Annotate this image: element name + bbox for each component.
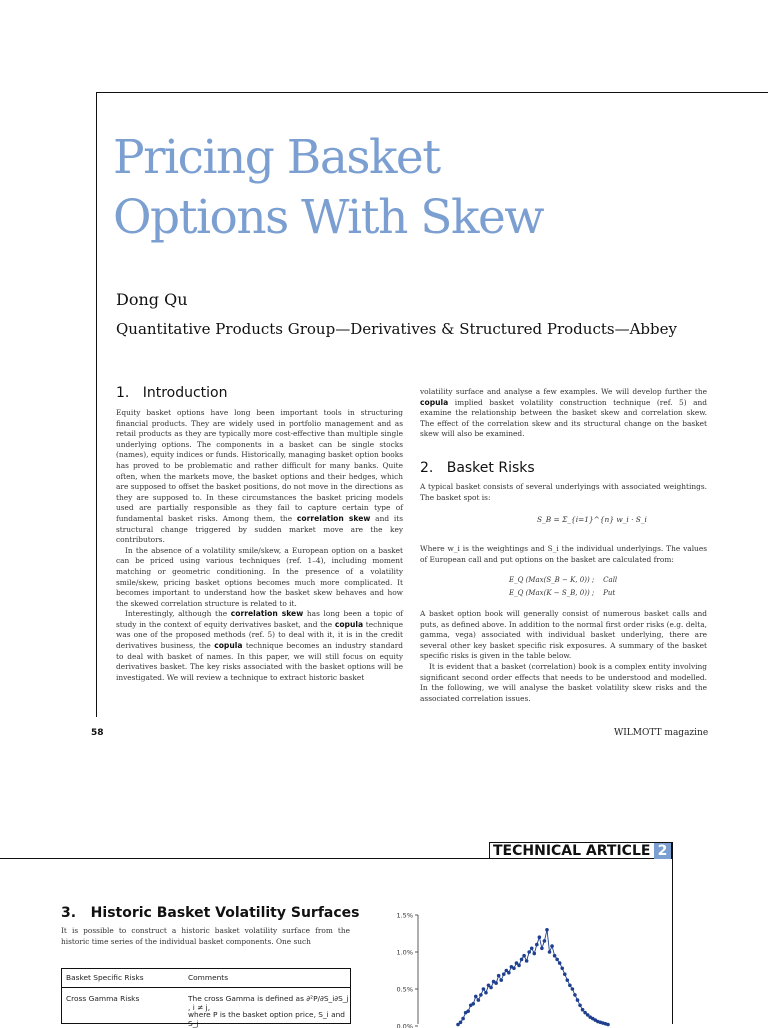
title-line-1: Pricing Basket [113, 128, 673, 188]
banner-label: TECHNICAL ARTICLE [493, 843, 650, 859]
section1-heading: 1. Introduction [116, 385, 228, 401]
magazine-name: WILMOTT magazine [614, 728, 708, 738]
formula-call: E_Q (Max(S_B − K, 0)) ; Call [509, 576, 617, 584]
page2-right-rule [672, 842, 673, 1024]
y-tick-label: 1.0% [396, 949, 413, 957]
y-tick-label: 0.5% [396, 986, 413, 994]
section2-para-1: A typical basket consists of several underlyings with associated weightings. The basket spot is: [420, 482, 707, 503]
data-point [512, 966, 516, 970]
data-point [494, 981, 498, 985]
intro-paragraph-2: In the absence of a volatility smile/skew, a European option on a basket can be priced using various techniques (ref. 1–4), including moment matching or geometric conditioning. In the presence of a volatility smile/skew, pricing basket options becomes much more complicated. It becomes important to understand how the basket skew behaves and how the skewed correlation structure is related to it. [116, 546, 403, 610]
y-tick-label: 1.5% [396, 912, 413, 920]
page-number: 58 [91, 728, 104, 738]
keyword-copula-3: copula [420, 398, 448, 407]
historic-volatility-chart [380, 905, 630, 1024]
data-point [560, 966, 564, 970]
data-point [479, 993, 483, 997]
section3-para: It is possible to construct a historic basket volatility surface from the historic time series of the individual basket components. One such [61, 926, 350, 947]
section2-para-2: Where w_i is the weightings and S_i the individual underlyings. The values of European call and put options on the basket are calculated from: [420, 544, 707, 565]
data-point [571, 987, 575, 991]
keyword-copula-2: copula [214, 641, 242, 650]
data-point [517, 964, 521, 968]
table-header-risk: Basket Specific Risks [66, 973, 144, 982]
page1-left-rule [96, 92, 97, 717]
keyword-correlation-skew: correlation skew [297, 514, 371, 523]
table-cell-comment: The cross Gamma is defined as ∂²P/∂S_i∂S_j , i ≠ j, [188, 994, 350, 1012]
data-point [499, 978, 503, 982]
data-point [553, 954, 557, 958]
section1-body [116, 408, 403, 683]
data-point [474, 995, 478, 999]
section2-heading: 2. Basket Risks [420, 460, 535, 476]
table-cell-comment-2: where P is the basket option price, S_i and S_j [188, 1010, 350, 1028]
table-header-comments: Comments [188, 973, 228, 982]
data-point [545, 928, 549, 932]
intro-paragraph-3: Interestingly, although the correlation skew has long been a topic of study in the context of equity derivatives basket, and the copula technique was one of the proposed methods (ref. 5) to deal with it, it is in the credit derivatives business, the copula technique becomes an industry standard to deal with basket of names. In this paper, we will still focus on equity derivatives basket. The key risks associated with the basket options will be investigated. We will review a technique to extract historic basket [116, 609, 403, 683]
data-point [540, 947, 544, 951]
basket-risks-paragraph: A basket option book will generally consist of numerous basket calls and puts, as defined above. In addition to the normal first order risks (e.g. delta, gamma, vega) associated with individual basket underlying, there are several other key basket specific risk exposures. A summary of the basket specific risks is given in the table below. [420, 609, 707, 662]
data-point [484, 991, 488, 995]
data-point [507, 971, 511, 975]
data-point [578, 1003, 582, 1007]
article-title [113, 128, 673, 248]
data-point [548, 950, 552, 954]
keyword-copula: copula [335, 620, 363, 629]
basket-book-paragraph: It is evident that a basket (correlation) book is a complex entity involving significant second order effects that needs to be understood and modelled. In the following, we will analyse the basket volatility skew risks and the associated correlation issues. [420, 662, 707, 704]
banner-number: 2 [654, 843, 671, 859]
data-point [538, 935, 542, 939]
data-point [527, 950, 531, 954]
author-name: Dong Qu [116, 290, 188, 309]
keyword-correlation-skew-2: correlation skew [231, 609, 303, 618]
data-point [466, 1009, 470, 1013]
data-point [535, 943, 539, 947]
data-point [530, 947, 534, 951]
data-point [520, 958, 524, 962]
data-point [489, 986, 493, 990]
basket-risks-table [61, 968, 351, 1024]
data-point [459, 1021, 463, 1025]
table-header-row [62, 973, 350, 988]
technical-article-banner [489, 842, 672, 859]
data-point [543, 939, 547, 943]
data-point [497, 974, 501, 978]
table-cell-risk: Cross Gamma Risks [66, 994, 139, 1003]
page1-top-rule [96, 92, 768, 93]
data-point [555, 958, 559, 962]
title-line-2: Options With Skew [113, 188, 673, 248]
data-point [573, 993, 577, 997]
series-line [458, 930, 608, 1025]
data-point [606, 1023, 610, 1027]
data-point [568, 984, 572, 988]
formula-basket-spot: S_B = Σ_{i=1}^{n} w_i · S_i [537, 515, 647, 524]
data-point [482, 987, 486, 991]
data-point [566, 978, 570, 982]
data-point [525, 959, 529, 963]
author-affiliation: Quantitative Products Group—Derivatives & Structured Products—Abbey [116, 320, 677, 338]
continuation-paragraph: volatility surface and analyse a few examples. We will develop further the copula implied basket volatility construction technique (ref. 5) and examine the relationship between the basket skew and correlation skew. The effect of the correlation skew and its structural change on the basket skew will also be examined. [420, 387, 707, 440]
data-point [477, 998, 481, 1002]
data-point [558, 961, 562, 965]
data-point [502, 972, 506, 976]
intro-paragraph-1: Equity basket options have long been important tools in structuring financial products. They are widely used in portfolio management and as retail products as they are typically more cost-effective than multiple single underlying options. The components in a basket can be single stocks (names), equity indices or funds. Historically, managing basket option books has proved to be problematic and rather difficult for many banks. Quite often, when the markets move, the basket options and their hedges, which are supposed to offset the basket positions, do not move in the directions as they are supposed to. In these circumstances the basket pricing models used are partially responsible as they fail to capture certain type of fundamental basket risks. Among them, the correlation skew and its structural change triggered by sudden market move are the key contributors. [116, 408, 403, 546]
section2-para-3 [420, 609, 707, 704]
data-point [550, 944, 554, 948]
data-point [461, 1017, 465, 1021]
y-tick-label: 0.0% [396, 1023, 413, 1028]
data-point [581, 1008, 585, 1012]
section3-heading: 3. Historic Basket Volatility Surfaces [61, 905, 360, 921]
right-column-continuation [420, 387, 707, 440]
data-point [471, 1002, 475, 1006]
data-point [576, 998, 580, 1002]
data-point [522, 954, 526, 958]
data-point [532, 952, 536, 956]
formula-put: E_Q (Max(K − S_B, 0)) ; Put [509, 589, 615, 597]
data-point [563, 972, 567, 976]
